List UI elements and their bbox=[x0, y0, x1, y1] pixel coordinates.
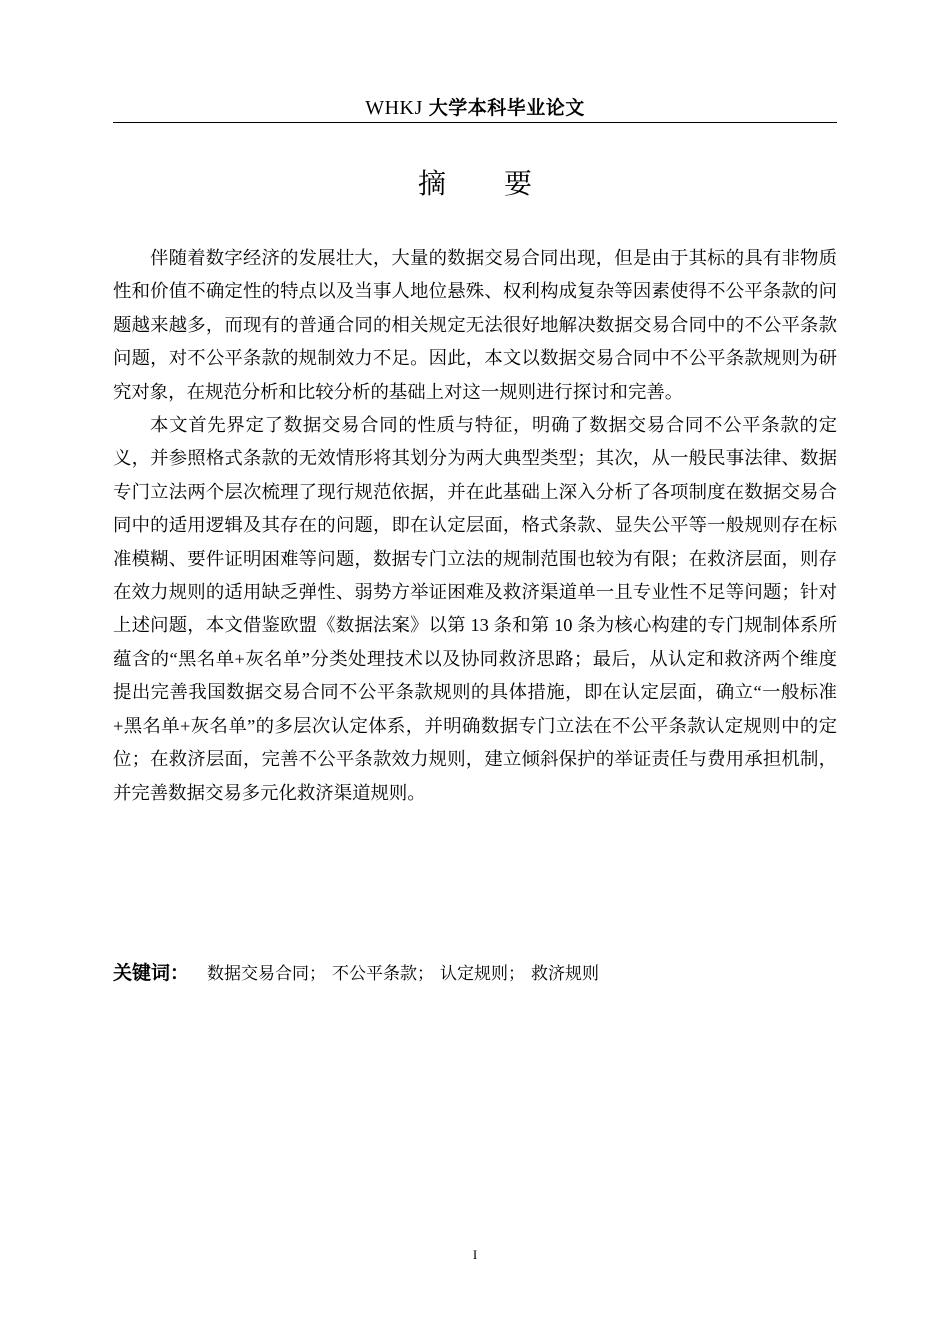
header-document-type: 大学本科毕业论文 bbox=[428, 97, 585, 119]
keyword-item: 救济规则 bbox=[531, 964, 600, 983]
abstract-paragraph-2: 本文首先界定了数据交易合同的性质与特征，明确了数据交易合同不公平条款的定义，并参照格式条款的无效情形将其划分为两大典型类型；其次，从一般民事法律、数据专门立法两个层次梳理了现行规范依据，并在此基础上深入分析了各项制度在数据交易合同中的适用逻辑及其存在的问题，即在认定层面，格式条款、显失公平等一般规则存在标准模糊、要件证明困难等问题，数据专门立法的规制范围也较为有限；在救济层面，则存在效力规则的适用缺乏弹性、弱势方举证困难及救济渠道单一且专业性不足等问题；针对上述问题，本文借鉴欧盟《数据法案》以第 13 条和第 10 条为核心构建的专门规制体系所蕴含的“黑名单+灰名单”分类处理技术以及协同救济思路；最后，从认定和救济两个维度提出完善我国数据交易合同不公平条款规则的具体措施，即在认定层面，确立“一般标准+黑名单+灰名单”的多层次认定体系，并明确数据专门立法在不公平条款认定规则中的定位；在救济层面，完善不公平条款效力规则，建立倾斜保护的举证责任与费用承担机制，并完善数据交易多元化救济渠道规则。 bbox=[113, 415, 837, 803]
abstract-title: 摘要 bbox=[417, 167, 590, 200]
keywords-line bbox=[113, 957, 837, 990]
keyword-item: 不公平条款； bbox=[332, 964, 435, 983]
abstract-body bbox=[113, 242, 837, 810]
abstract-paragraph-1: 伴随着数字经济的发展壮大，大量的数据交易合同出现，但是由于其标的具有非物质性和价值不确定性的特点以及当事人地位悬殊、权利构成复杂等因素使得不公平条款的问题越来越多，而现有的普通合同的相关规定无法很好地解决数据交易合同中的不公平条款问题，对不公平条款的规制效力不足。因此，本文以数据交易合同中不公平条款规则为研究对象，在规范分析和比较分析的基础上对这一规则进行探讨和完善。 bbox=[113, 248, 837, 402]
keywords-label: 关键词： bbox=[113, 962, 190, 984]
header-institution-code: WHKJ bbox=[365, 97, 423, 119]
page-number: I bbox=[472, 1247, 478, 1262]
keyword-item: 数据交易合同； bbox=[207, 964, 327, 983]
running-header bbox=[113, 94, 837, 123]
keyword-item: 认定规则； bbox=[440, 964, 526, 983]
